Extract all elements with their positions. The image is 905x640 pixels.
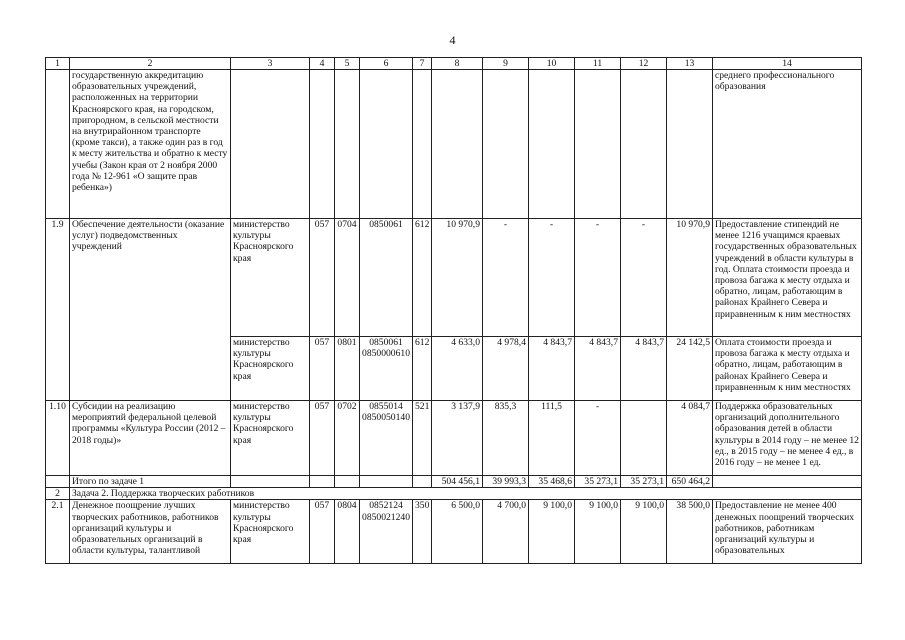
col-header-9: 9 [483, 58, 529, 70]
activity-name: Субсидии на реализацию мероприятий федеральной целевой программы «Культура России (2012 – 2018 годы)» [70, 401, 231, 476]
value-2018: 4 843,7 [621, 337, 667, 401]
csr-code-new: 0850021240 [362, 511, 410, 523]
rzpr-code: 0702 [335, 401, 360, 476]
col-header-5: 5 [335, 58, 360, 70]
csr-code-old: 0855014 [369, 401, 403, 412]
agency: министерство культуры Красноярского края [231, 401, 310, 476]
agency: министерство культуры Красноярского края [231, 500, 310, 564]
col-header-6: 6 [360, 58, 413, 70]
subtotal-2014: 504 456,1 [432, 476, 483, 488]
value-2015: 835,3 [483, 401, 529, 476]
program-activities-table [45, 57, 862, 564]
activity-name: Денежное поощрение лучших творческих работников, работников организаций культуры и образовательных организаций в области культуры, талантливой [70, 500, 231, 564]
expected-result: среднего профессионального образования [713, 70, 862, 219]
row-number: 1.10 [46, 401, 70, 476]
value-2014: 10 970,9 [432, 219, 483, 337]
col-header-10: 10 [529, 58, 575, 70]
rzpr-code: 0704 [335, 219, 360, 337]
value-2015: 4 700,0 [483, 500, 529, 564]
subtotal-2018: 35 273,1 [621, 476, 667, 488]
expected-result: Предоставление стипендий не менее 1216 учащимся краевых государственных образовательных учреждений в области культуры в год. Оплата стоимости проезда и провоза багажа к месту отдыха и обратно, лицам, работающим в районах Крайнего Севера и приравненным к ним местностях [713, 219, 862, 337]
vr-code: 521 [413, 401, 432, 476]
csr-code-old: 0852124 [369, 500, 403, 512]
value-2018 [621, 401, 667, 476]
expected-result: Предоставление не менее 400 денежных поощрений творческих работников, работникам организаций культуры и образовательных [713, 500, 862, 564]
value-total: 4 084,7 [667, 401, 713, 476]
subtotal-total: 650 464,2 [667, 476, 713, 488]
agency: министерство культуры Красноярского края [231, 337, 310, 401]
column-number-row [46, 58, 862, 70]
grbs-code: 057 [310, 337, 335, 401]
value-2014: 3 137,9 [432, 401, 483, 476]
csr-code [360, 337, 413, 401]
value-total: 38 500,0 [667, 500, 713, 564]
grbs-code: 057 [310, 500, 335, 564]
value-2016: 111,5 [529, 401, 575, 476]
col-header-2: 2 [70, 58, 231, 70]
subtotal-label: Итого по задаче 1 [70, 476, 231, 488]
value-2015: 4 978,4 [483, 337, 529, 401]
value-total: 24 142,5 [667, 337, 713, 401]
table-row-1-10 [46, 401, 862, 476]
subtotal-2017: 35 273,1 [575, 476, 621, 488]
value-2017: 9 100,0 [575, 500, 621, 564]
value-2017: - [575, 219, 621, 337]
col-header-7: 7 [413, 58, 432, 70]
activity-name: государственную аккредитацию образовательных учреждений, расположенных на территории Красноярского края, на городском, пригородном, в сельской местности на внутрирайонном транспорте (кроме такси), а также один раз в год к месту жительства и обратно к месту учебы (Закон края от 2 ноября 2000 года № 12-961 «О защите прав ребенка») [70, 70, 231, 219]
col-header-13: 13 [667, 58, 713, 70]
table-row-1-9 [46, 219, 862, 337]
csr-code: 0850061 [360, 219, 413, 337]
vr-code: 612 [413, 219, 432, 337]
value-2018: - [621, 219, 667, 337]
csr-code [360, 500, 413, 564]
csr-code-new: 0850050140 [362, 412, 410, 424]
value-2014: 4 633,0 [432, 337, 483, 401]
value-2017: - [575, 401, 621, 476]
value-2017: 4 843,7 [575, 337, 621, 401]
col-header-12: 12 [621, 58, 667, 70]
col-header-1: 1 [46, 58, 70, 70]
vr-code: 350 [413, 500, 432, 564]
page-number: 4 [449, 33, 456, 47]
grbs-code: 057 [310, 401, 335, 476]
value-2016: 9 100,0 [529, 500, 575, 564]
value-2018: 9 100,0 [621, 500, 667, 564]
csr-code-old: 0850061 [369, 337, 403, 348]
col-header-3: 3 [231, 58, 310, 70]
task-header-row [46, 488, 862, 500]
col-header-11: 11 [575, 58, 621, 70]
expected-result: Оплата стоимости проезда и провоза багажа к месту отдыха и обратно, лицам, работающим в районах Крайнего Севера и приравненным к ним местностях [713, 337, 862, 401]
row-number: 2.1 [46, 500, 70, 564]
subtotal-2015: 39 993,3 [483, 476, 529, 488]
activity-name: Обеспечение деятельности (оказание услуг) подведомственных учреждений [70, 219, 231, 401]
expected-result: Поддержка образовательных организаций дополнительного образования детей в области культуры в 2014 году – не менее 12 ед., в 2015 году – не менее 4 ед., в 2016 году – не менее 1 ед. [713, 401, 862, 476]
value-2016: 4 843,7 [529, 337, 575, 401]
subtotal-row [46, 476, 862, 488]
subtotal-2016: 35 468,6 [529, 476, 575, 488]
csr-code-new: 0850000610 [362, 348, 410, 360]
col-header-8: 8 [432, 58, 483, 70]
row-number: 1.9 [46, 219, 70, 401]
value-total: 10 970,9 [667, 219, 713, 337]
col-header-4: 4 [310, 58, 335, 70]
table-row-2-1 [46, 500, 862, 564]
vr-code: 612 [413, 337, 432, 401]
rzpr-code: 0804 [335, 500, 360, 564]
csr-code [360, 401, 413, 476]
value-2014: 6 500,0 [432, 500, 483, 564]
value-2016: - [529, 219, 575, 337]
value-2015: - [483, 219, 529, 337]
agency: министерство культуры Красноярского края [231, 219, 310, 337]
task-number: 2 [46, 488, 70, 500]
col-header-14: 14 [713, 58, 862, 70]
grbs-code: 057 [310, 219, 335, 337]
task-title: Задача 2. Поддержка творческих работников [70, 488, 862, 500]
table-row-continuation [46, 70, 862, 219]
rzpr-code: 0801 [335, 337, 360, 401]
